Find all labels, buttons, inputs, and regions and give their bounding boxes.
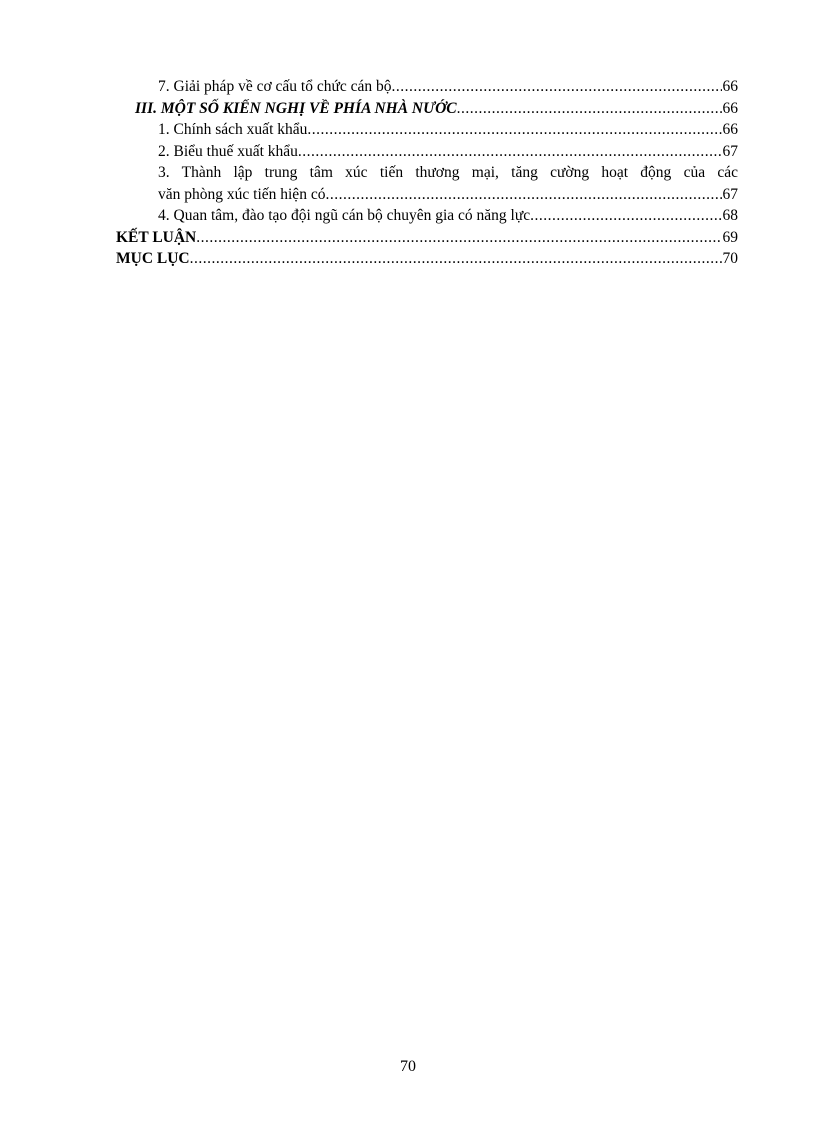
dot-leader [457,98,722,120]
toc-entry-page: 68 [722,207,738,224]
toc-entry [116,248,738,270]
dot-leader [307,119,721,141]
toc-entry-page: 66 [722,99,738,117]
toc-entry-title-line1: 3. Thành lập trung tâm xúc tiến thương mại, tăng cường hoạt động của các [158,164,738,181]
dot-leader [196,227,721,249]
dot-leader [530,205,721,227]
toc-entry [116,205,738,227]
toc-entry-title: 2. Biểu thuế xuất khẩu [158,142,298,160]
toc-entry [116,119,738,141]
dot-leader [298,141,722,163]
toc-entry-page: 69 [722,228,738,246]
toc-entry-title: III. MỘT SỐ KIẾN NGHỊ VỀ PHÍA NHÀ NƯỚC [135,99,457,117]
toc-entry [116,98,738,120]
toc-entry-page: 70 [722,250,738,267]
toc-entry-page: 66 [722,121,738,138]
dot-leader [190,248,722,270]
toc-entry-title: KẾT LUẬN [116,228,197,246]
dot-leader [325,184,721,206]
table-of-contents [116,76,738,270]
dot-leader [392,76,722,98]
toc-entry-page: 67 [722,185,738,203]
toc-entry [116,184,738,206]
toc-entry-title: 1. Chính sách xuất khẩu [158,121,308,138]
toc-entry-title: 7. Giải pháp về cơ cấu tổ chức cán bộ [158,78,392,95]
toc-entry-title: 4. Quan tâm, đào tạo đội ngũ cán bộ chuyên gia có năng lực [158,207,531,224]
toc-entry-page: 67 [722,142,738,160]
toc-entry [116,227,738,249]
toc-entry-page: 66 [722,78,738,95]
toc-entry [116,76,738,98]
toc-entry-title-line2: văn phòng xúc tiến hiện có [158,185,326,203]
toc-entry [116,141,738,163]
toc-entry-title: MỤC LỤC [116,250,190,267]
page-number: 70 [400,1058,416,1075]
